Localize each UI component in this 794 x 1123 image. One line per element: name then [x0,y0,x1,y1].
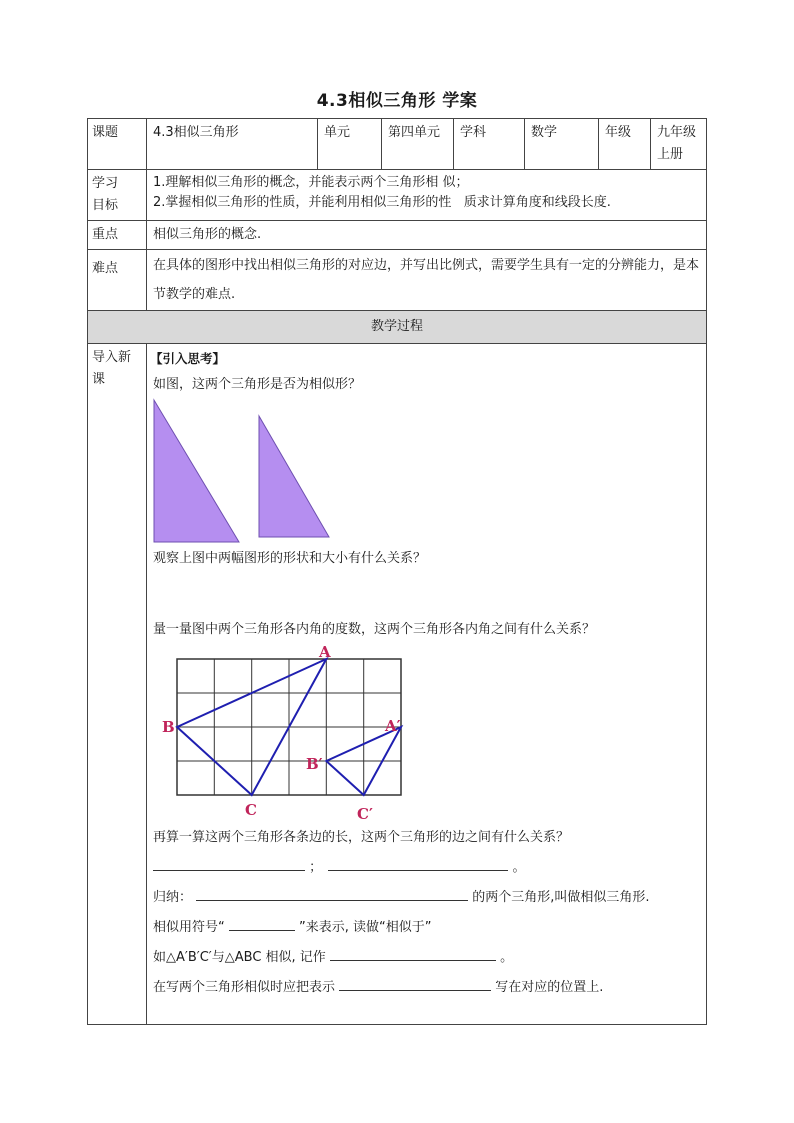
summary-prefix: 归纳： [153,890,193,905]
unit-label: 单元 [318,119,382,170]
grade-value [651,119,707,170]
symbol-blank[interactable] [229,916,295,931]
example-line [153,946,700,969]
unit-value: 第四单元 [382,119,454,170]
example-prefix: 如△A′B′C′与△ABC 相似, 记作 [153,950,326,965]
goals-content [147,170,707,221]
key-point-label: 重点 [88,221,147,250]
subject-label: 课题 [88,119,147,170]
goals-label [88,170,147,221]
example-suffix: 。 [500,950,514,965]
goals-label-1: 学习 [92,176,119,191]
difficulty-row [88,250,707,311]
grid-triangles-figure [153,645,433,825]
label-b: B [162,718,175,736]
purple-triangles-figure [153,398,353,546]
symbol-prefix: 相似用符号“ [153,920,225,935]
grade-line-1: 九年级 [657,125,697,140]
question-shape-size: 观察上图中两幅图形的形状和大小有什么关系？ [153,551,427,566]
order-prefix: 在写两个三角形相似时应把表示 [153,980,336,995]
key-point-row [88,221,707,250]
semicolon: ； [309,860,323,875]
summary-suffix: 的两个三角形,叫做相似三角形. [472,890,650,905]
goals-label-2: 目标 [92,198,119,213]
symbol-suffix: ”来表示, 读做“相似于” [299,920,432,935]
question-similar: 如图，这两个三角形是否为相似形？ [153,377,362,392]
order-line [153,976,700,999]
summary-line [153,886,700,909]
goal-item-2: 2.掌握相似三角形的性质，并能利用相似三角形的性 质求计算角度和线段长度. [153,195,611,210]
label-a: A [319,645,331,661]
grade-line-2: 上册 [657,147,684,162]
discipline-label: 学科 [454,119,525,170]
label-c: C [245,801,257,819]
process-header-row [88,311,707,344]
period: 。 [512,860,526,875]
large-purple-triangle [154,400,239,542]
small-purple-triangle [259,416,329,537]
intro-row [88,344,707,1025]
lesson-table [87,118,707,1025]
goals-row [88,170,707,221]
header-row [88,119,707,170]
answer-blank-1[interactable] [153,856,305,871]
discipline-value: 数学 [525,119,599,170]
subject-value: 4.3相似三角形 [147,119,318,170]
goal-item-1: 1.理解相似三角形的概念，并能表示两个三角形相 似； [153,175,469,190]
difficulty-label: 难点 [88,250,147,311]
question-angles: 量一量图中两个三角形各内角的度数，这两个三角形各内角之间有什么关系？ [153,622,596,637]
label-b-prime: B′ [306,755,323,773]
question-sides: 再算一算这两个三角形各条边的长，这两个三角形的边之间有什么关系？ [153,830,570,845]
summary-blank[interactable] [196,886,468,901]
label-c-prime: C′ [357,805,373,823]
page-title: 4.3相似三角形 学案 [316,91,478,111]
difficulty-text: 在具体的图形中找出相似三角形的对应边，并写出比例式，需要学生具有一定的分辨能力，是本节教学的难点. [147,250,707,311]
intro-label: 导入新课 [88,344,147,1025]
answer-blank-2[interactable] [328,856,508,871]
grade-label: 年级 [599,119,651,170]
order-blank[interactable] [339,976,491,991]
section-title: 【引入思考】 [150,351,226,366]
symbol-line [153,916,700,939]
intro-content [147,344,707,1025]
label-a-prime: A′ [385,717,401,735]
answer-blanks-row [153,856,700,879]
order-suffix: 写在对应的位置上. [495,980,604,995]
example-blank[interactable] [330,946,496,961]
key-point-text: 相似三角形的概念. [147,221,707,250]
process-header: 教学过程 [88,311,707,344]
